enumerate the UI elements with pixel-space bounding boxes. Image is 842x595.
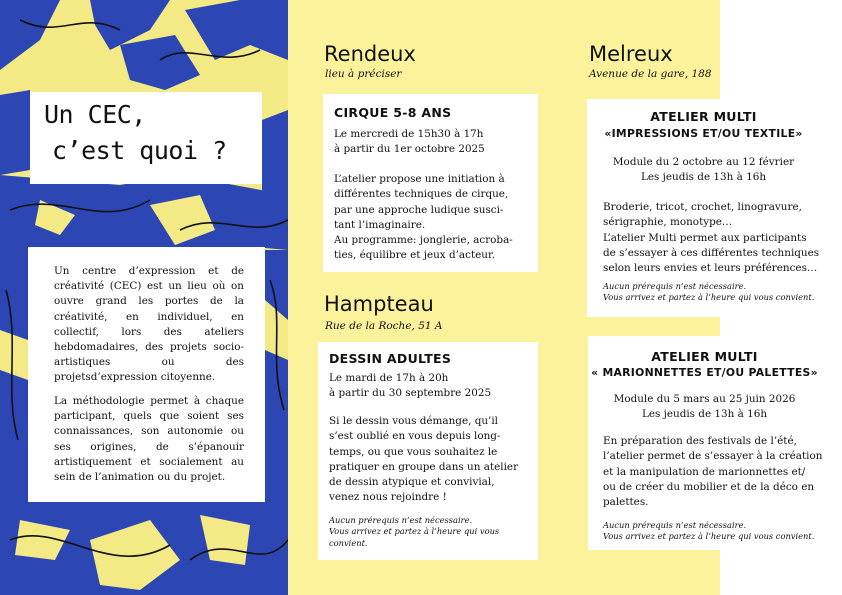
body-line: palettes.	[603, 496, 649, 509]
card-dessin	[318, 342, 538, 560]
schedule-line: Le mardi de 17h à 20h	[329, 372, 449, 384]
card-subheading: « MARIONNETTES ET/OU PALETTES»	[591, 366, 818, 379]
schedule-line: à partir du 1er octobre 2025	[334, 143, 485, 156]
schedule-line: Module du 5 mars au 25 juin 2026	[613, 393, 796, 405]
page-title-line2: c’est quoi ?	[52, 136, 227, 165]
card-subheading: «IMPRESSIONS ET/OU TEXTILE»	[604, 127, 803, 140]
card-cirque	[323, 94, 538, 272]
intro-card	[28, 247, 265, 502]
schedule-line: Les jeudis de 13h à 16h	[641, 408, 768, 421]
body-line: de s’essayer à ces différentes techniques	[603, 246, 820, 259]
body-line: temps, ou que vous souhaitez le	[329, 445, 498, 458]
body-line: tant l’imaginaire.	[334, 218, 426, 231]
body-line: pratiquer en groupe dans un atelier	[329, 460, 519, 473]
address-melreux: Avenue de la gare, 188	[589, 68, 712, 80]
body-line: sérigraphie, monotype…	[603, 216, 733, 229]
address-hampteau: Rue de la Roche, 51 A	[325, 320, 443, 332]
body-line: de dessin atypique et convivial,	[329, 476, 495, 489]
body-line: s’est oublié en vous depuis long-	[329, 430, 501, 443]
schedule-line: Les jeudis de 13h à 16h	[640, 171, 767, 184]
note-line: Vous arrivez et partez à l’heure qui vous convient.	[603, 292, 815, 303]
place-melreux: Melreux	[589, 42, 673, 66]
body-line: et la manipulation de marionnettes et/	[603, 465, 806, 478]
body-line: L’atelier propose une initiation à	[334, 173, 505, 185]
note-line: Vous arrivez et partez à l’heure qui vous convient.	[603, 531, 815, 542]
note-line: Vous arrivez et partez à l’heure qui vous	[329, 526, 500, 537]
note-line: Aucun prérequis n’est nécessaire.	[603, 520, 747, 530]
title-card	[30, 92, 262, 184]
body-line: l’atelier permet de s’essayer à la création	[603, 450, 823, 463]
address-rendeux: lieu à préciser	[325, 68, 402, 80]
body-line: En préparation des festivals de l’été,	[603, 435, 797, 447]
note-line: Aucun prérequis n’est nécessaire.	[329, 515, 473, 525]
card-heading: CIRQUE 5-8 ANS	[334, 105, 452, 120]
note-line: convient.	[329, 537, 368, 548]
page-title-line1: Un CEC,	[44, 100, 146, 129]
card-heading: ATELIER MULTI	[651, 349, 758, 364]
body-line: Au programme: jonglerie, acroba-	[334, 234, 513, 247]
card-atelier-marionnettes	[588, 336, 842, 550]
schedule-line: à partir du 30 septembre 2025	[329, 387, 492, 400]
card-heading: ATELIER MULTI	[650, 109, 757, 124]
body-line: L’atelier Multi permet aux participants	[603, 231, 807, 244]
body-line: ou de créer du mobilier et de la déco en	[603, 480, 815, 493]
schedule-line: Le mercredi de 15h30 à 17h	[334, 128, 484, 140]
card-atelier-impressions	[587, 99, 842, 317]
note-line: Aucun prérequis n’est nécessaire.	[603, 281, 747, 291]
schedule-line: Module du 2 octobre au 12 février	[612, 156, 795, 168]
body-line: Si le dessin vous démange, qu’il	[329, 415, 498, 427]
card-heading: DESSIN ADULTES	[329, 351, 452, 366]
body-line: ties, équilibre et jeux d’acteur.	[334, 249, 496, 262]
body-line: selon leurs envies et leurs préférences…	[603, 262, 818, 275]
place-rendeux: Rendeux	[324, 42, 416, 66]
body-line: venez nous rejoindre !	[329, 491, 447, 504]
body-line: différentes techniques de cirque,	[334, 188, 509, 201]
body-line: par une approche ludique susci-	[334, 203, 504, 216]
intro-paragraph-2: La méthodologie permet à chaque participant, quels que soient ses connaissances, son autonomie ou ses origines, de s’épanouir artistiquement et socialement au sein de l’animation ou du projet.	[54, 395, 244, 484]
body-line: Broderie, tricot, crochet, linogravure,	[603, 201, 802, 213]
place-hampteau: Hampteau	[324, 292, 434, 316]
intro-paragraph-1: Un centre d’expression et de créativité (CEC) est un lieu où on ouvre grand les portes de la créativité, en individuel, en collectif, lors des ateliers hebdomadaires, des projets socio-artistiques ou des projetsd’expression citoyenne.	[54, 265, 244, 384]
